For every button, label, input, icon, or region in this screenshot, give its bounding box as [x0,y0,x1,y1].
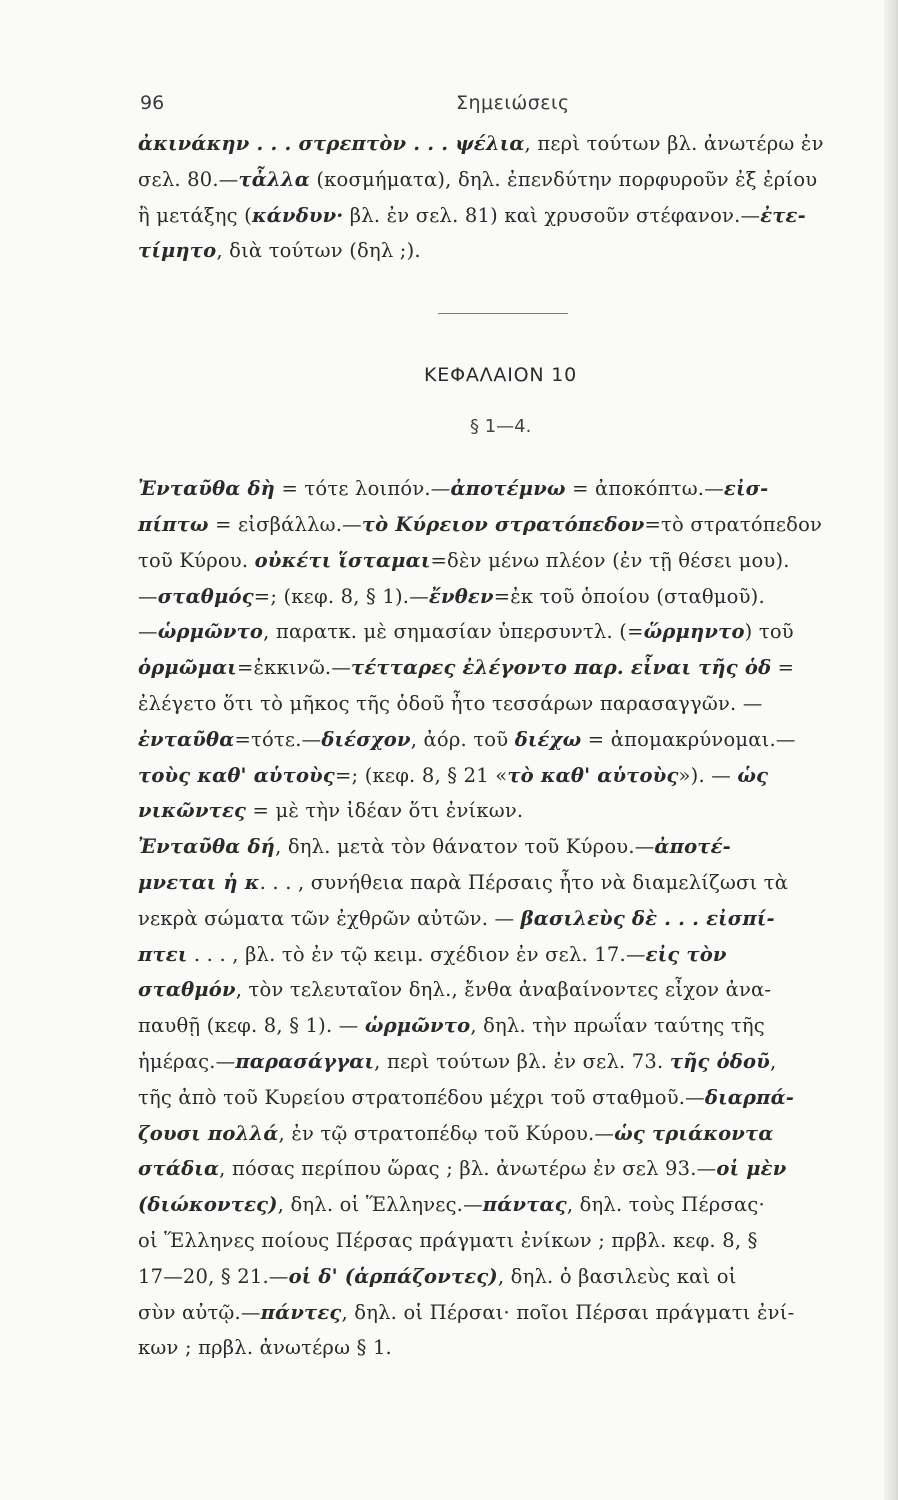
text-line [138,686,878,722]
lemma-term: Ἐνταῦθα δή [138,835,276,859]
section-reference: § 1—4. [470,416,532,438]
gloss-text: , δηλ. οἱ Πέρσαι· ποῖοι Πέρσαι πράγματι ἐνί- [341,1300,795,1324]
lemma-term: παρασάγγαι [235,1049,375,1073]
header-title: Σημειώσεις [456,92,570,114]
lemma-term: διαρπά- [704,1085,795,1109]
text-line [138,579,878,615]
gloss-text: κων ; πρβλ. ἀνωτέρω § 1. [138,1336,392,1360]
gloss-text: , δηλ. οἱ Ἕλληνες.— [277,1193,483,1217]
lemma-term: Ἐνταῦθα δὴ [138,477,276,501]
lemma-term: ὡς τριάκοντα [614,1121,774,1145]
lemma-term: διέσχον [321,727,411,751]
page-edge-shadow [884,0,898,1500]
gloss-text: ἐλέγετο ὅτι τὸ μῆκος τῆς ὁδοῦ ἦτο τεσσάρων παρασαγγῶν. — [138,691,763,715]
text-line [138,1259,878,1295]
lemma-term: σταθμός [157,584,254,608]
gloss-text: (κοσμήματα), δηλ. ἐπενδύτην πορφυροῦν ἐξ ἐρίου [309,167,818,191]
gloss-text: , δηλ. ὁ βασιλεὺς καὶ οἱ [497,1264,737,1288]
lemma-term: εἰς τὸν [645,942,727,966]
gloss-text: , τὸν τελευταῖον δηλ., ἔνθα ἀναβαίνοντες εἶχον ἀνα- [235,978,772,1002]
text-line [138,162,878,198]
gloss-text: »). — [678,763,738,787]
text-line [138,1187,878,1223]
gloss-text: =ἐκ τοῦ ὁποίου (σταθμοῦ). [493,584,765,608]
text-line [138,507,878,543]
gloss-text: τῆς ἀπὸ τοῦ Κυρείου στρατοπέδου μέχρι τοῦ σταθμοῦ.— [138,1085,705,1109]
lemma-term: διέχω [514,727,582,751]
gloss-text: 17—20, § 21.— [138,1264,289,1288]
chapter-title: ΚΕΦΑΛΑΙΟΝ 10 [424,364,577,387]
lemma-term: μνεται ἡ κ [138,870,260,894]
lemma-term: πάντας [482,1193,567,1217]
lemma-term: ὁρμῶμαι [138,656,237,680]
lemma-term: ἀποτέ- [654,835,731,859]
gloss-text: , παρατκ. μὲ σημασίαν ὑπερσυντλ. (= [263,620,644,644]
gloss-text: — [138,620,158,644]
lemma-term: ἐνταῦθα [138,727,235,751]
lemma-term: τῆς ὁδοῦ [669,1049,770,1073]
text-line [138,722,878,758]
gloss-text: =τὸ στρατόπεδον [644,512,823,536]
text-line [138,471,878,507]
gloss-text: βλ. ἐν σελ. 81) καὶ χρυσοῦν στέφανον.— [343,203,761,227]
lemma-term: τὸ Κύρειον στρατόπεδον [361,512,645,536]
text-line [138,1330,878,1366]
gloss-text: , πόσας περίπου ὥρας ; βλ. ἀνωτέρω ἐν σελ 93.— [219,1157,717,1181]
lemma-term: κάνδυν· [251,203,344,227]
gloss-text: = ἀποκόπτω.— [565,477,724,501]
text-line [138,614,878,650]
text-line [138,126,878,162]
gloss-text: = τότε λοιπόν.— [275,477,451,501]
lemma-term: ἔνθεν [428,584,494,608]
gloss-text: — [138,584,158,608]
text-line [138,758,878,794]
lemma-term: πίπτω [138,512,209,536]
section-divider [438,313,568,314]
gloss-text: τοῦ Κύρου. [138,548,255,572]
gloss-text: , ἀόρ. τοῦ [410,727,515,751]
gloss-text: οἱ Ἕλληνες ποίους Πέρσας πράγματι ἐνίκων ; πρβλ. κεφ. 8, § [138,1228,758,1252]
lemma-term: σταθμόν [138,978,236,1002]
text-line [138,1295,878,1331]
text-line [138,1151,878,1187]
gloss-text: , δηλ. τὴν πρωΐαν ταύτης τῆς [470,1014,765,1038]
gloss-text: =ἐκκινῶ.— [236,656,352,680]
lemma-term: νικῶντες [138,799,247,823]
gloss-text: , [769,1049,777,1073]
lemma-term: οἱ δ' (ἁρπάζοντες) [288,1264,498,1288]
lemma-term: (διώκοντες) [138,1193,278,1217]
lemma-term: ἀκινάκην . . . στρεπτὸν . . . ψέλια [138,132,525,155]
lemma-term: οἱ μὲν [716,1157,787,1181]
text-line [138,865,878,901]
lemma-term: πτει [138,942,188,966]
notes-top-paragraph [138,126,878,269]
gloss-text: =; (κεφ. 8, § 21 « [334,763,508,787]
text-line [138,1223,878,1259]
text-line [138,829,878,865]
text-line [138,1008,878,1044]
text-line [138,543,878,579]
page-body [138,86,878,1366]
page-number: 96 [140,92,165,114]
lemma-term: οὐκέτι ἵσταμαι [254,548,431,572]
lemma-term: ὥρμηντο [643,620,745,644]
text-line [138,650,878,686]
text-line [138,1044,878,1080]
text-line [138,1080,878,1116]
lemma-term: ἐτε- [760,203,806,227]
gloss-text: =τότε.— [234,727,322,751]
lemma-term: στάδια [138,1157,220,1181]
lemma-term: τἆλλα [238,167,310,191]
gloss-text: παυθῇ (κεφ. 8, § 1). — [138,1014,365,1038]
gloss-text: = ἀπομακρύνομαι.— [581,727,796,751]
gloss-text: σὺν αὐτῷ.— [138,1300,261,1324]
gloss-text: = [771,656,795,680]
text-line [138,1116,878,1152]
gloss-text: , δηλ. τοὺς Πέρσας· [566,1193,765,1217]
lemma-term: πάντες [260,1300,342,1324]
lemma-term: τοὺς καθ' αὑτοὺς [138,763,335,787]
gloss-text: ἢ μετάξης ( [138,203,252,227]
text-line [138,198,878,234]
running-head [138,86,878,126]
lemma-term: ὡρμῶντο [364,1014,471,1038]
gloss-text: , διὰ τούτων (δηλ ;). [216,239,421,263]
text-line [138,972,878,1008]
gloss-text: νεκρὰ σώματα τῶν ἐχθρῶν αὐτῶν. — [138,906,521,930]
lemma-term: τέτταρες ἐλέγοντο παρ. εἶναι τῆς ὁδ [351,656,772,680]
lemma-term: ζουσι πολλά [138,1121,279,1145]
gloss-text: =δὲν μένω πλέον (ἐν τῇ θέσει μου). [430,548,790,572]
gloss-text: =; (κεφ. 8, § 1).— [253,584,429,608]
lemma-term: βασιλεὺς δὲ . . . εἰσπί- [520,906,775,930]
gloss-text: σελ. 80.— [138,167,239,191]
gloss-text: , ἐν τῷ στρατοπέδῳ τοῦ Κύρου.— [278,1121,615,1145]
gloss-text: ἡμέρας.— [138,1049,236,1073]
lemma-term: τὸ καθ' αὑτοὺς [507,763,679,787]
gloss-text: . . . , συνήθεια παρὰ Πέρσαις ἦτο νὰ διαμελίζωσι τὰ [259,870,789,894]
lemma-term: τίμητο [138,239,217,263]
text-line [138,937,878,973]
gloss-text: , περὶ τούτων βλ. ἀνωτέρω ἐν [524,132,824,155]
notes-main-paragraph [138,471,878,1366]
lemma-term: εἰσ- [723,477,769,501]
text-line [138,793,878,829]
gloss-text: = εἰσβάλλω.— [208,512,362,536]
text-line [138,901,878,937]
lemma-term: ὡς [737,763,769,787]
gloss-text: = μὲ τὴν ἰδέαν ὅτι ἐνίκων. [246,799,524,823]
gloss-text: , περὶ τούτων βλ. ἐν σελ. 73. [374,1049,670,1073]
lemma-term: ὡρμῶντο [157,620,264,644]
text-line [138,233,878,269]
gloss-text: , δηλ. μετὰ τὸν θάνατον τοῦ Κύρου.— [275,835,655,859]
gloss-text: . . . , βλ. τὸ ἐν τῷ κειμ. σχέδιον ἐν σελ. 17.— [187,942,646,966]
gloss-text: ) τοῦ [744,620,794,644]
lemma-term: ἀποτέμνω [450,477,566,501]
